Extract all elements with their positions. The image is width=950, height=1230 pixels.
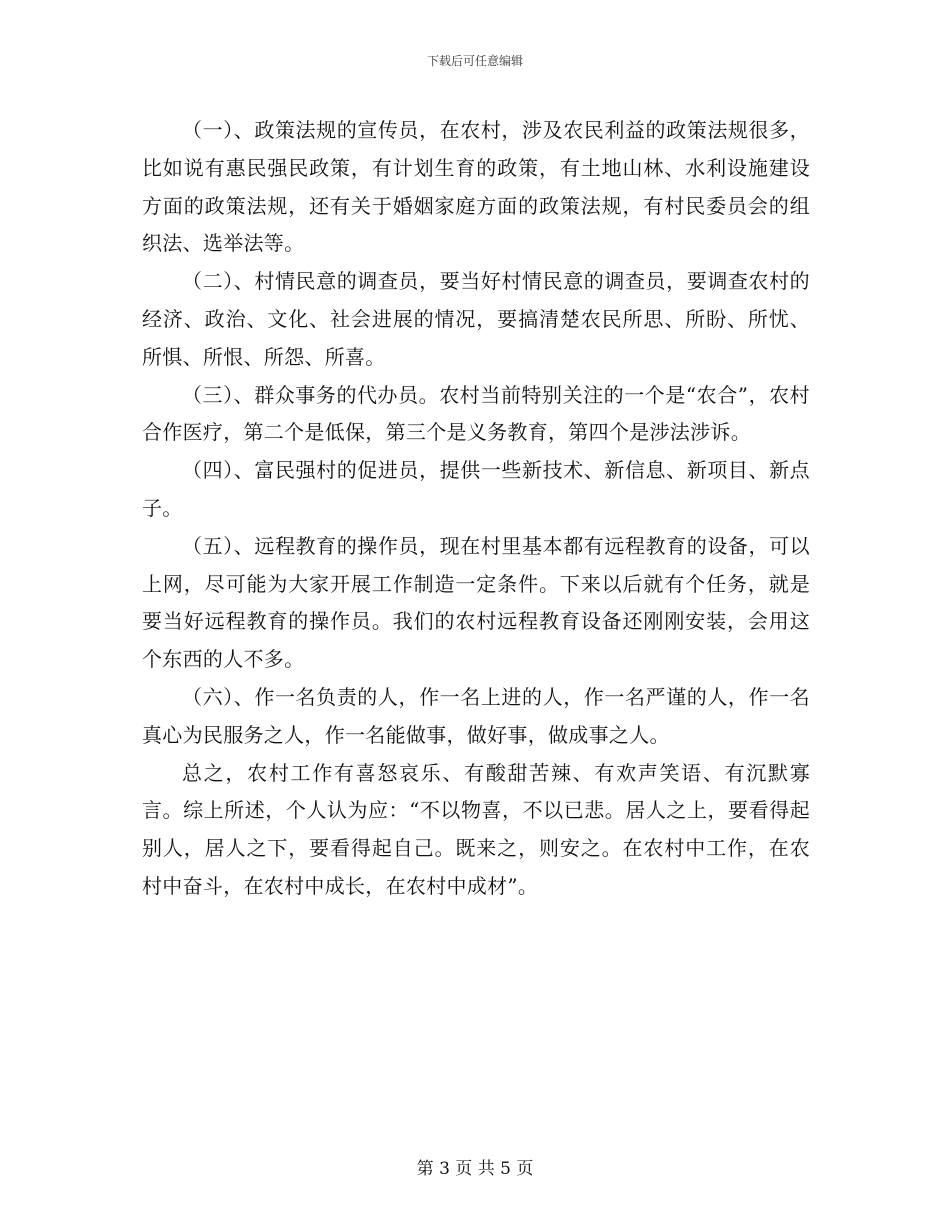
paragraph-6: （六）、作一名负责的人，作一名上进的人，作一名严谨的人，作一名真心为民服务之人，作一名能做事，做好事，做成事之人。 <box>142 684 810 747</box>
paragraph-2: （二）、村情民意的调查员，要当好村情民意的调查员，要调查农村的经济、政治、文化、社会进展的情况，要搞清楚农民所思、所盼、所忧、所惧、所恨、所怨、所喜。 <box>142 269 810 369</box>
page-header: 下载后可任意编辑 <box>426 54 523 68</box>
page-number: 第 3 页 共 5 页 <box>416 1159 534 1179</box>
paragraph-summary: 总之，农村工作有喜怒哀乐、有酸甜苦辣、有欢声笑语、有沉默寡言。综上所述，个人认为应：“不以物喜，不以已悲。居人之上，要看得起别人，居人之下，要看得起自己。既来之，则安之。在农村中工作，在农村中奋斗，在农村中成长，在农村中成材”。 <box>142 760 810 898</box>
paragraph-3: （三）、群众事务的代办员。农村当前特别关注的一个是“农合”，农村合作医疗，第二个是低保，第三个是义务教育，第四个是涉法涉诉。 <box>142 382 810 445</box>
paragraph-1: （一）、政策法规的宣传员，在农村，涉及农民利益的政策法规很多，比如说有惠民强民政策，有计划生育的政策，有土地山林、水利设施建设方面的政策法规，还有关于婚姻家庭方面的政策法规，有村民委员会的组织法、选举法等。 <box>142 118 810 256</box>
paragraph-4: （四）、富民强村的促进员，提供一些新技术、新信息、新项目、新点子。 <box>142 458 810 520</box>
paragraph-5: （五）、远程教育的操作员，现在村里基本都有远程教育的设备，可以上网，尽可能为大家开展工作制造一定条件。下来以后就有个任务，就是要当好远程教育的操作员。我们的农村远程教育设备还刚刚安装，会用这个东西的人不多。 <box>142 533 810 672</box>
document-body <box>142 112 810 906</box>
